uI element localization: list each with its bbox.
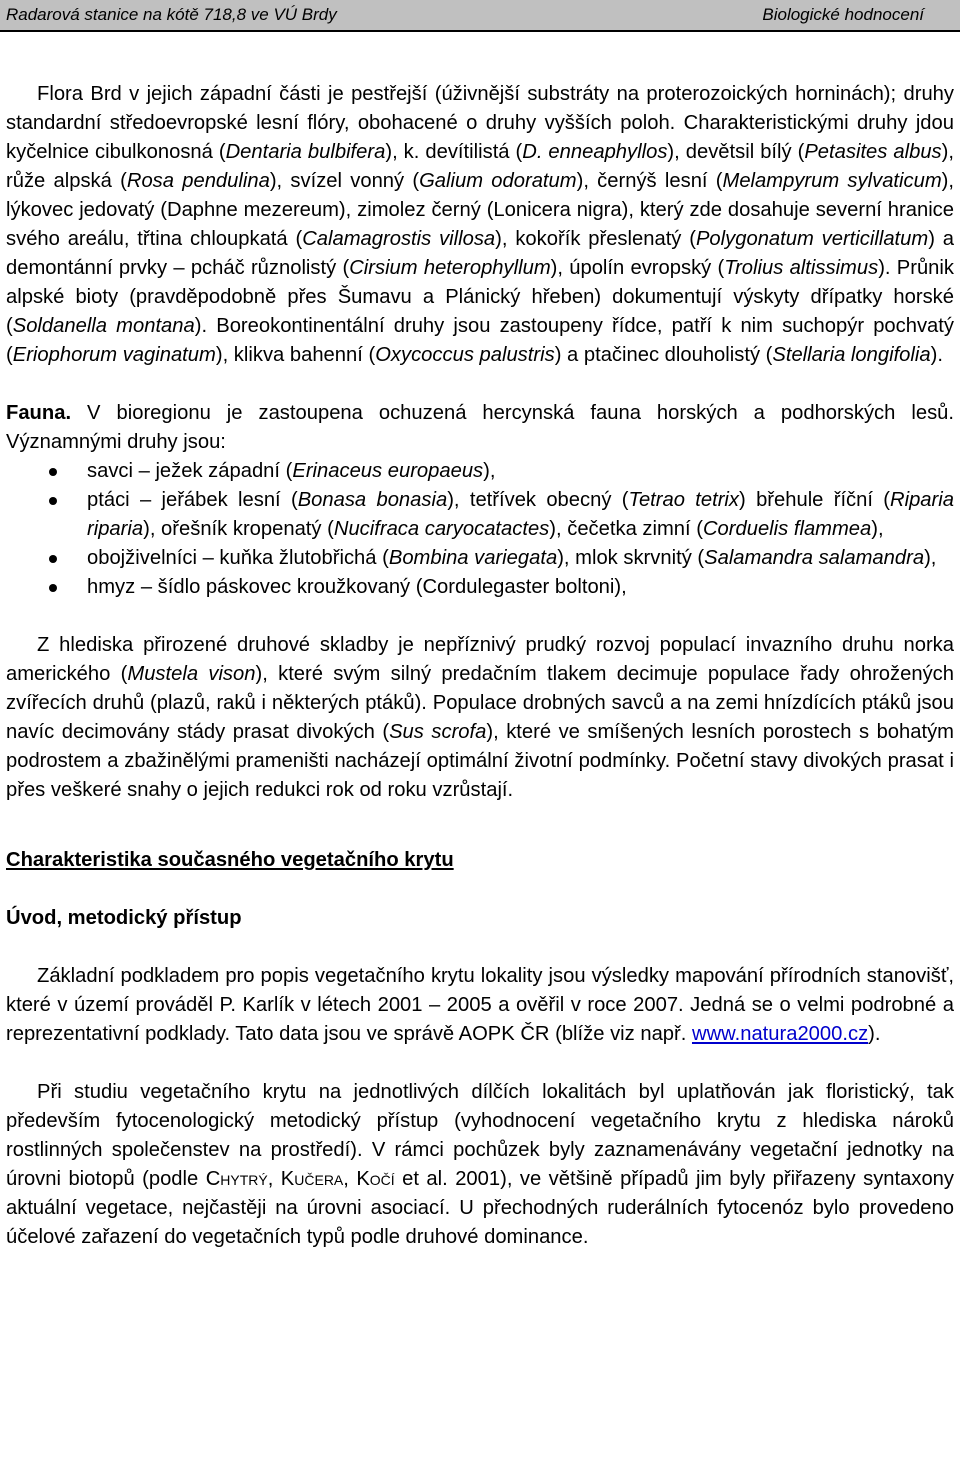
methodology-paragraph-1: [6, 962, 954, 1049]
methodology-paragraph-2: [6, 1078, 954, 1252]
species-name: Melampyrum sylvaticum: [722, 170, 942, 192]
flora-paragraph: [6, 80, 954, 370]
text: ) a ptačinec dlouholistý (: [554, 344, 773, 366]
text: ).: [930, 344, 943, 366]
fauna-label: Fauna.: [6, 402, 72, 424]
species-name: Bombina variegata: [388, 547, 558, 569]
text: ), ořešník kropenatý (: [143, 518, 334, 540]
header-section-title: Biologické hodnocení: [762, 5, 924, 24]
text: Při studiu vegetačního krytu na jednotlivých dílčích lokalitách byl uplatňován jak floristický, tak především fytocenologický metodický přístup (vyhodnocení vegetačního krytu z hlediska nároků rostlinných společenstev na prostředí). V rámci pochůzek byly zaznamenávány vegetační jednotky na úrovni biotopů (podle: [6, 1081, 954, 1190]
species-name: Dentaria bulbifera: [225, 141, 386, 163]
text: ), lýkovec jedovatý (Daphne mezereum), zimolez černý (Lonicera nigra), který zde dosahuje severní hranice svého areálu, třtina chloupkatá (: [6, 170, 954, 250]
text: ), čečetka zimní (: [549, 518, 703, 540]
species-name: Riparia riparia: [87, 489, 954, 540]
text: ), tetřívek obecný (: [447, 489, 629, 511]
text: et al. 2001), ve většině případů jim byly přiřazeny syntaxony aktuální vegetace, nejčastěji na úrovni asociací. U přechodných ruderálních fytocenóz bylo provedeno účelové zařazení do vegetačních typů podle druhové dominance.: [6, 1168, 954, 1248]
section-heading: Charakteristika současného vegetačního krytu: [6, 849, 454, 871]
species-name: Eriophorum vaginatum: [12, 344, 216, 366]
species-name: Bonasa bonasia: [297, 489, 448, 511]
species-name: Tetrao tetrix: [628, 489, 740, 511]
text: ), mlok skrvnitý (: [557, 547, 705, 569]
header-document-title: Radarová stanice na kótě 718,8 ve VÚ Brdy: [6, 5, 337, 24]
species-name: Sus scrofa: [389, 721, 487, 743]
text: ).: [868, 1023, 881, 1045]
species-name: Cirsium heterophyllum: [349, 257, 551, 279]
natura2000-link[interactable]: www.natura2000.cz: [691, 1023, 869, 1045]
species-name: Rosa pendulina: [126, 170, 270, 192]
text: ),: [871, 518, 884, 540]
text: savci – ježek západní (: [87, 460, 293, 482]
bullet-icon: [49, 468, 57, 476]
subsection-heading: Úvod, metodický přístup: [6, 907, 242, 929]
text: ), svízel vonný (: [269, 170, 420, 192]
species-name: Oxycoccus palustris: [375, 344, 555, 366]
species-name: Salamandra salamandra: [704, 547, 925, 569]
list-item: [6, 457, 954, 486]
text: ), úpolín evropský (: [550, 257, 725, 279]
species-name: Stellaria longifolia: [772, 344, 931, 366]
text: ptáci – jeřábek lesní (: [87, 489, 298, 511]
text: Základní podkladem pro popis vegetačního krytu lokality jsou výsledky mapování přírodních stanovišť, které v území prováděl P. Karlík v létech 2001 – 2005 a ověřil v roce 2007. Jedná se o velmi podrobné a reprezentativní podklady. Tato data jsou ve správě AOPK ČR (blíže viz např.: [6, 965, 954, 1045]
bullet-icon: [49, 497, 57, 505]
text: ), devětsil bílý (: [667, 141, 805, 163]
species-name: Mustela vison: [127, 663, 256, 685]
species-name: Polygonatum verticillatum: [695, 228, 929, 250]
species-name: Trolius altissimus: [724, 257, 879, 279]
text: ) břehule říční (: [739, 489, 891, 511]
text: ), černýš lesní (: [576, 170, 723, 192]
page-header: [0, 0, 960, 32]
text: ), klikva bahenní (: [215, 344, 376, 366]
invasive-species-paragraph: [6, 631, 954, 805]
text: ), kokořík přeslenatý (: [495, 228, 696, 250]
text: ),: [924, 547, 937, 569]
text: ), které ve smíšených lesních porostech s bohatým podrostem a zbažinělými prameništi nacházejí optimální životní podmínky. Početní stavy divokých prasat i přes veškeré snahy o jejich redukci rok od roku vzrůstají.: [6, 721, 955, 801]
fauna-list: [6, 457, 954, 602]
species-name: Nucifraca caryocatactes: [333, 518, 550, 540]
text: ) a demontánní prvky – pcháč různolistý (: [6, 228, 955, 279]
text: Flora Brd v jejich západní části je pestřejší (úživnější substráty na proterozoických horninách); druhy standardní středoevropské lesní flóry, obohacené o druhy vyšších poloh. Charakteristickými druhy jdou kyčelnice cibulkonosná (: [6, 83, 954, 163]
species-name: Corduelis flammea: [702, 518, 872, 540]
species-name: Erinaceus europaeus: [292, 460, 484, 482]
species-name: D. enneaphyllos: [522, 141, 668, 163]
text: ), které svým silný predačním tlakem decimuje populace řady ohrožených zvířecích druhů (plazů, raků i některých ptáků). Populace drobných savců a na zemi hnízdících ptáků jsou navíc decimovány stády prasat divokých (: [6, 663, 955, 743]
bullet-icon: [49, 584, 57, 592]
list-item: [6, 573, 954, 602]
bullet-icon: [49, 555, 57, 563]
species-name: Calamagrostis villosa: [302, 228, 496, 250]
text: ),: [483, 460, 496, 482]
author-names: Chytrý, Kučera, Kočí: [205, 1168, 395, 1190]
list-item: [6, 486, 954, 544]
text: Z hlediska přirozené druhové skladby je nepříznivý prudký rozvoj populací invazního druhu norka amerického (: [6, 634, 954, 685]
text: hmyz – šídlo páskovec kroužkovaný (Cordulegaster boltoni),: [87, 576, 627, 598]
list-item: [6, 544, 954, 573]
species-name: Galium odoratum: [419, 170, 577, 192]
species-name: Petasites albus: [804, 141, 942, 163]
fauna-paragraph: [6, 399, 954, 457]
document-body: [6, 80, 954, 1252]
text: ). Boreokontinentální druhy jsou zastoupeny řídce, patří k nim suchopýr pochvatý (: [6, 315, 954, 366]
species-name: Soldanella montana: [12, 315, 195, 337]
text: ), růže alpská (: [6, 141, 954, 192]
text: ). Průnik alpské bioty (pravděpodobně přes Šumavu a Plánický hřeben) dokumentují výskyty dřípatky horské (: [6, 257, 954, 337]
fauna-intro: V bioregionu je zastoupena ochuzená hercynská fauna horských a podhorských lesů. Významnými druhy jsou:: [6, 402, 954, 453]
text: obojživelníci – kuňka žlutobřichá (: [87, 547, 389, 569]
text: ), k. devítilistá (: [385, 141, 523, 163]
